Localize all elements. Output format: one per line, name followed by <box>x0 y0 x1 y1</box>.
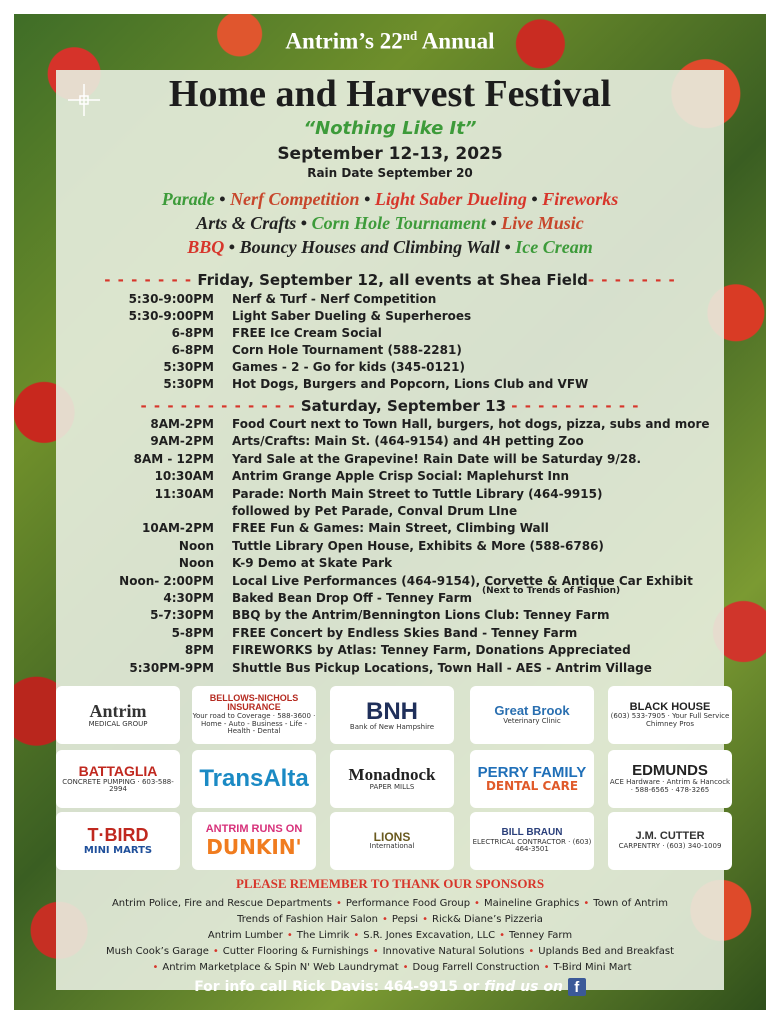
sponsor-logo <box>470 686 594 744</box>
car-exhibit-note: (Next to Trends of Fashion) <box>482 586 621 596</box>
bullet-separator: • <box>382 914 388 925</box>
sponsor-logo <box>330 812 454 870</box>
bullet-separator: • <box>152 962 159 973</box>
schedule-time: 9AM-2PM <box>150 434 214 449</box>
sponsor-logo-tagline: DUNKIN' <box>206 834 302 859</box>
bullet-separator: • <box>372 946 379 957</box>
sponsor-logo-name: Monadnock <box>348 765 436 785</box>
schedule-description: Games - 2 - Go for kids (345-0121) <box>232 360 465 374</box>
schedule-row <box>14 434 766 451</box>
bullet-separator: • <box>499 237 516 257</box>
sponsor-name: Trends of Fashion Hair Salon <box>237 914 379 925</box>
schedule-time: 8AM-2PM <box>150 417 214 431</box>
sponsor-name: Pepsi <box>391 914 419 925</box>
events-line <box>14 189 766 210</box>
sponsor-name: Antrim Police, Fire and Rescue Departments <box>111 898 332 909</box>
event-name: Nerf Competition <box>230 189 360 209</box>
sponsor-logo <box>56 686 180 744</box>
schedule-description: Shuttle Bus Pickup Locations, Town Hall - AES - Antrim Village <box>232 660 652 675</box>
sponsor-logo-tagline: (603) 533-7905 · Your Full Service Chimney Pros <box>610 712 730 728</box>
sponsor-name: Doug Farrell Construction <box>412 962 540 973</box>
event-name: Corn Hole Tournament <box>311 213 486 233</box>
bullet-separator: • <box>485 213 502 233</box>
saturday-heading-text: Saturday, September 13 <box>300 397 507 415</box>
bullet-separator: • <box>528 946 535 957</box>
schedule-row <box>14 608 766 625</box>
sponsor-logo-tagline: International <box>369 842 415 851</box>
bullet-separator: • <box>402 962 409 973</box>
schedule-description: Nerf & Turf - Nerf Competition <box>232 292 437 306</box>
sponsor-logo-tagline: Veterinary Clinic <box>503 716 561 725</box>
sponsor-logo <box>608 750 732 808</box>
schedule-time: 10AM-2PM <box>142 521 214 536</box>
sponsor-logo <box>470 750 594 808</box>
footer-text: For info call Rick Davis: 464-9915 or <box>194 979 485 995</box>
schedule-time: 11:30AM <box>154 486 214 501</box>
sponsor-logo-tagline: CONCRETE PUMPING · 603-588-2994 <box>62 777 174 794</box>
schedule-description: Local Live Performances (464-9154), Corvette & Antique Car Exhibit <box>232 573 693 588</box>
sponsor-logo <box>192 812 316 870</box>
sponsor-logo <box>192 686 316 744</box>
sponsor-name: Antrim Marketplace & Spin N' Web Laundrymat <box>162 962 399 973</box>
event-name: Light Saber Dueling <box>374 189 527 209</box>
sponsor-logo-tagline: ACE Hardware · Antrim & Hancock · 588-6565 · 478-3265 <box>609 778 731 794</box>
facebook-icon[interactable]: f <box>568 978 586 996</box>
sponsor-line <box>14 946 766 957</box>
event-name: Live Music <box>501 213 584 233</box>
schedule-time: 5-8PM <box>171 625 214 640</box>
bullet-separator: • <box>543 962 550 973</box>
sponsor-logo-name: LIONS <box>373 829 411 844</box>
sponsor-logo <box>330 750 454 808</box>
schedule-description: Parade: North Main Street to Tuttle Library (464-9915) <box>232 486 603 501</box>
sponsor-line <box>14 914 766 925</box>
schedule-row <box>14 309 766 326</box>
thank-sponsors-heading: PLEASE REMEMBER TO THANK OUR SPONSORS <box>235 876 545 891</box>
friday-dash-left: - - - - - - - <box>104 271 193 289</box>
saturday-dash-left: - - - - - - - - - - - - <box>140 397 296 415</box>
sponsor-name: The Limrik <box>296 930 350 941</box>
sponsor-logo-tagline: ELECTRICAL CONTRACTOR · (603) 464-3501 <box>472 837 592 854</box>
event-name: Arts & Crafts <box>196 213 297 233</box>
schedule-time: Noon <box>178 538 214 553</box>
sponsor-name: T-Bird Mini Mart <box>553 962 632 973</box>
sponsor-logo-name: PERRY FAMILY <box>477 763 587 781</box>
sponsor-logo <box>608 686 732 744</box>
schedule-row <box>14 556 766 573</box>
sponsor-logo-tagline: Your road to Coverage · 588-3600 · Home - Auto - Business - Life - Health - Dental <box>192 711 316 736</box>
footer-info <box>14 978 766 996</box>
schedule-row <box>14 504 766 521</box>
sponsor-logo-name: TransAlta <box>199 765 309 793</box>
bullet-separator: • <box>583 898 590 909</box>
friday-dash-right: - - - - - - - <box>587 271 676 289</box>
schedule-description: Light Saber Dueling & Superheroes <box>232 309 472 323</box>
sponsor-logo-name: J.M. CUTTER <box>635 830 705 843</box>
events-line <box>14 237 766 258</box>
sponsor-logo <box>470 812 594 870</box>
sponsor-name: Cutter Flooring & Furnishings <box>222 946 369 957</box>
schedule-time: 6-8PM <box>171 326 214 340</box>
schedule-description: followed by Pet Parade, Conval Drum LIne <box>232 504 518 518</box>
schedule-row <box>14 326 766 343</box>
sponsor-logo-tagline: CARPENTRY · (603) 340-1009 <box>618 841 722 850</box>
schedule-description: FREE Ice Cream Social <box>232 326 382 340</box>
sponsor-logo-name: BNH <box>366 697 418 725</box>
schedule-row <box>14 626 766 643</box>
event-name: Bouncy Houses and Climbing Wall <box>239 237 500 257</box>
schedule-time: 5-7:30PM <box>150 608 214 623</box>
friday-heading-text: Friday, September 12, all events at Shea Field <box>197 271 588 289</box>
schedule-description: Arts/Crafts: Main St. (464-9154) and 4H petting Zoo <box>232 434 584 449</box>
festival-dates: September 12-13, 2025 <box>277 144 503 164</box>
sponsor-name: Uplands Bed and Breakfast <box>538 946 675 957</box>
schedule-description: K-9 Demo at Skate Park <box>232 556 393 571</box>
event-name: Parade <box>161 189 215 209</box>
sponsor-logo <box>608 812 732 870</box>
sponsor-logo-tagline: Bank of New Hampshire <box>349 722 435 731</box>
schedule-time: 8AM - 12PM <box>133 451 214 466</box>
bullet-separator: • <box>353 930 360 941</box>
sponsor-logo <box>56 750 180 808</box>
sponsor-logo-name: EDMUNDS <box>632 762 708 780</box>
sponsor-name: Tenney Farm <box>508 930 573 941</box>
schedule-time: 5:30-9:00PM <box>128 292 214 306</box>
sponsor-logo <box>330 686 454 744</box>
bullet-separator: • <box>286 930 293 941</box>
event-name: Ice Cream <box>515 237 593 257</box>
sponsor-name: Innovative Natural Solutions <box>382 946 525 957</box>
sponsor-logo <box>192 750 316 808</box>
schedule-description: FREE Concert by Endless Skies Band - Tenney Farm <box>232 625 578 640</box>
events-line <box>14 213 766 234</box>
tagline: “Nothing Like It” <box>303 118 477 139</box>
sponsor-logo <box>56 812 180 870</box>
sponsor-logo-tagline: MEDICAL GROUP <box>88 719 148 728</box>
schedule-row <box>14 469 766 486</box>
sponsor-line <box>14 898 766 909</box>
bullet-separator: • <box>526 189 543 209</box>
sponsor-logo-name: BILL BRAUN <box>501 827 563 839</box>
annual-post: Annual <box>417 28 495 54</box>
page-title: Home and Harvest Festival <box>168 73 612 115</box>
saturday-dash-right: - - - - - - - - - - <box>511 397 640 415</box>
flyer-frame <box>14 14 766 1010</box>
sponsor-logo-name: BLACK HOUSE <box>629 700 711 713</box>
schedule-row <box>14 661 766 678</box>
schedule-time: 5:30PM-9PM <box>129 660 214 675</box>
sponsor-name: Antrim Lumber <box>207 930 283 941</box>
schedule-time: 5:30PM <box>163 360 214 374</box>
saturday-heading <box>14 397 766 415</box>
bullet-separator: • <box>214 189 231 209</box>
friday-heading <box>14 271 766 289</box>
sponsor-name: Mush Cook’s Garage <box>105 946 209 957</box>
schedule-time: 8PM <box>184 643 214 658</box>
bullet-separator: • <box>224 237 240 257</box>
schedule-time: 6-8PM <box>171 343 214 357</box>
sponsor-line <box>14 930 766 941</box>
sponsor-logo-name: Antrim <box>89 700 147 721</box>
event-name: Fireworks <box>542 189 619 209</box>
sponsor-name: Rick& Diane’s Pizzeria <box>432 914 543 925</box>
schedule-description: BBQ by the Antrim/Bennington Lions Club: Tenney Farm <box>232 608 610 623</box>
schedule-row <box>14 539 766 556</box>
schedule-row <box>14 452 766 469</box>
schedule-description: Hot Dogs, Burgers and Popcorn, Lions Club and VFW <box>232 377 589 391</box>
schedule-time: 4:30PM <box>163 591 214 605</box>
schedule-time: 5:30PM <box>163 377 214 391</box>
sponsor-name: Performance Food Group <box>345 898 471 909</box>
schedule-description: FIREWORKS by Atlas: Tenney Farm, Donations Appreciated <box>232 643 631 658</box>
schedule-time: Noon- 2:00PM <box>119 573 214 588</box>
schedule-row <box>14 417 766 434</box>
sponsor-logo-name: ANTRIM RUNS ON <box>205 823 303 836</box>
annual-pre: Antrim’s 22 <box>285 28 403 54</box>
annual-heading <box>14 28 766 55</box>
schedule-description: Corn Hole Tournament (588-2281) <box>232 343 462 357</box>
schedule-row <box>14 521 766 538</box>
schedule-row <box>14 343 766 360</box>
sponsor-logo-name: Great Brook <box>494 703 570 719</box>
schedule-description: Food Court next to Town Hall, burgers, hot dogs, pizza, subs and more <box>232 417 710 431</box>
sponsor-name: Maineline Graphics <box>483 898 580 909</box>
sponsor-logo-name: T·BIRD <box>87 825 149 846</box>
schedule-row <box>14 360 766 377</box>
sponsor-logo-tagline: MINI MARTS <box>83 844 153 856</box>
event-name: BBQ <box>187 237 225 257</box>
schedule-row <box>14 377 766 394</box>
bullet-separator: • <box>422 914 428 925</box>
bullet-separator: • <box>359 189 375 209</box>
bullet-separator: • <box>296 213 312 233</box>
sponsor-line <box>14 962 766 973</box>
annual-sup: nd <box>402 28 418 43</box>
schedule-description: FREE Fun & Games: Main Street, Climbing Wall <box>232 521 549 536</box>
schedule-description: Yard Sale at the Grapevine! Rain Date will be Saturday 9/28. <box>232 451 642 466</box>
sponsor-logo-tagline: PAPER MILLS <box>369 783 415 792</box>
bullet-separator: • <box>499 930 505 941</box>
schedule-row <box>14 643 766 660</box>
bullet-separator: • <box>212 946 219 957</box>
sponsor-logo-name: BATTAGLIA <box>78 762 158 779</box>
bullet-separator: • <box>335 898 342 909</box>
schedule-time: 5:30-9:00PM <box>128 309 214 323</box>
schedule-row <box>14 292 766 309</box>
sponsor-logo-name: BELLOWS-NICHOLS INSURANCE <box>209 693 299 713</box>
schedule-time: 10:30AM <box>154 469 214 484</box>
sponsor-name: S.R. Jones Excavation, LLC <box>363 930 496 941</box>
rain-date: Rain Date September 20 <box>307 166 473 180</box>
schedule-description: Baked Bean Drop Off - Tenney Farm <box>232 591 473 605</box>
schedule-description: Antrim Grange Apple Crisp Social: Maplehurst Inn <box>232 469 570 484</box>
sponsor-name: Town of Antrim <box>593 898 669 909</box>
footer-italic: find us on <box>484 979 563 995</box>
schedule-row <box>14 487 766 504</box>
schedule-description: Tuttle Library Open House, Exhibits & More (588-6786) <box>232 538 604 553</box>
schedule-time: Noon <box>178 556 214 571</box>
sponsor-logo-tagline: DENTAL CARE <box>485 779 579 794</box>
bullet-separator: • <box>474 898 480 909</box>
